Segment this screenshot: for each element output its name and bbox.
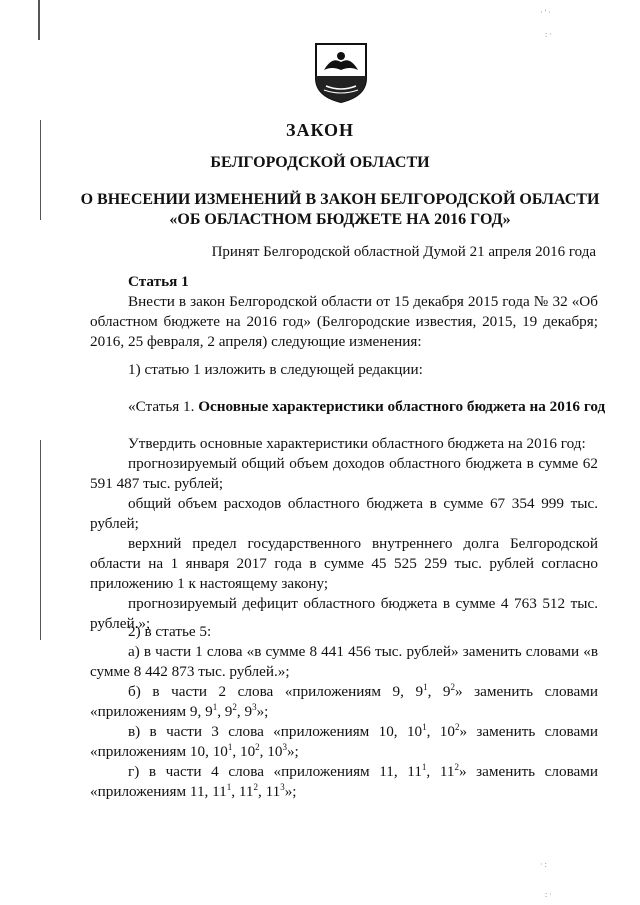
text-fragment: в) в части 3 слова «приложениям 10, 10 (128, 723, 423, 740)
heading-line: О ВНЕСЕНИИ ИЗМЕНЕНИЙ В ЗАКОН БЕЛГОРОДСКОЙ ОБЛАСТИ (80, 191, 600, 208)
article-intro: Внести в закон Белгородской области от 15 декабря 2015 года № 32 «Об областном бюджете на 2016 год» (Белгородские известия, 2015, 19 декабря; 2016, 25 февраля, 2 апреля) следующие изменения: (90, 293, 598, 350)
item-2b (90, 682, 598, 722)
text-fragment: »; (286, 743, 299, 760)
scan-edge-line (38, 0, 40, 40)
superscript: 1 (423, 681, 428, 692)
item-2 (90, 622, 598, 802)
debt-line: верхний предел государственного внутреннего долга Белгородской области на 1 января 2017 года в сумме 45 525 259 тыс. рублей согласно приложению 1 к настоящему закону; (90, 535, 598, 592)
quoted-article-line (90, 397, 610, 417)
item-2c (90, 722, 598, 762)
text-fragment: » заменить словами «приложениям 9, 9 (90, 683, 598, 720)
item-text: 1) статью 1 изложить в следующей редакции: (128, 361, 423, 378)
expenses-line: общий объем расходов областного бюджета в сумме 67 354 999 тыс. рублей; (90, 495, 598, 532)
superscript: 1 (421, 761, 427, 772)
superscript: 1 (422, 721, 427, 732)
superscript: 2 (255, 741, 260, 752)
quote-prefix: «Статья 1. (128, 398, 199, 415)
text-fragment: г) в части 4 слова «приложениям 11, 11 (128, 763, 422, 780)
text-fragment: , 11 (231, 783, 254, 800)
scan-speck: : · (545, 30, 552, 39)
text-fragment: , 11 (426, 763, 455, 780)
text-fragment: , 9 (217, 703, 233, 720)
superscript: 1 (226, 781, 232, 792)
text-fragment: б) в части 2 слова «приложениям 9, 9 (128, 683, 424, 700)
superscript: 3 (252, 701, 257, 712)
text-fragment: » заменить словами «приложениям 11, 11 (90, 763, 599, 800)
text-fragment: , 9 (236, 703, 253, 720)
superscript: 3 (282, 741, 287, 752)
item-2d (90, 762, 598, 802)
superscript: 2 (454, 761, 459, 772)
scan-speck: : · (545, 890, 552, 899)
item-2a: а) в части 1 слова «в сумме 8 441 456 тыс. рублей» заменить словами «в сумме 8 442 873 тыс. рублей.»; (90, 643, 598, 680)
deficit-line: прогнозируемый дефицит областного бюджета в сумме 4 763 512 тыс. рублей.»; (90, 595, 598, 632)
item-text: 2) в статье 5: (128, 623, 212, 640)
item-1 (90, 360, 598, 380)
quote-title: Основные характеристики областного бюджета на 2016 год (198, 398, 606, 415)
scan-speck: · : (540, 860, 547, 869)
superscript: 2 (454, 721, 460, 732)
heading-line: «ОБ ОБЛАСТНОМ БЮДЖЕТЕ НА 2016 ГОД» (169, 211, 511, 228)
revenue-line: прогнозируемый общий объем доходов областного бюджета в сумме 62 591 487 тыс. рублей; (90, 455, 598, 492)
belgorod-coat-of-arms-icon (312, 40, 370, 104)
document-subtitle: БЕЛГОРОДСКОЙ ОБЛАСТИ (210, 154, 430, 171)
text-fragment: » заменить словами «приложениям 10, 10 (90, 723, 599, 760)
scan-speck: · ' · (540, 8, 551, 17)
text-fragment: , 10 (426, 723, 455, 740)
text-fragment: »; (284, 783, 297, 800)
text-fragment: , 9 (427, 683, 451, 700)
superscript: 2 (253, 781, 258, 792)
text-fragment: »; (256, 703, 269, 720)
text-fragment: , 10 (232, 743, 256, 760)
superscript: 3 (280, 781, 285, 792)
superscript: 2 (232, 701, 237, 712)
superscript: 1 (212, 701, 218, 712)
article-title: Статья 1 (128, 273, 189, 290)
document-heading (40, 190, 640, 230)
text-fragment: , 10 (259, 743, 283, 760)
scan-edge-line (40, 440, 41, 640)
article-block (90, 272, 598, 352)
text-fragment: , 11 (257, 783, 281, 800)
document-title: ЗАКОН (285, 120, 355, 140)
quoted-article-heading (90, 397, 610, 417)
superscript: 1 (227, 741, 233, 752)
approve-line: Утвердить основные характеристики областного бюджета на 2016 год: (128, 435, 586, 452)
budget-characteristics (90, 434, 598, 634)
adoption-note: Принят Белгородской областной Думой 21 апреля 2016 года (211, 244, 596, 260)
superscript: 2 (450, 681, 456, 692)
